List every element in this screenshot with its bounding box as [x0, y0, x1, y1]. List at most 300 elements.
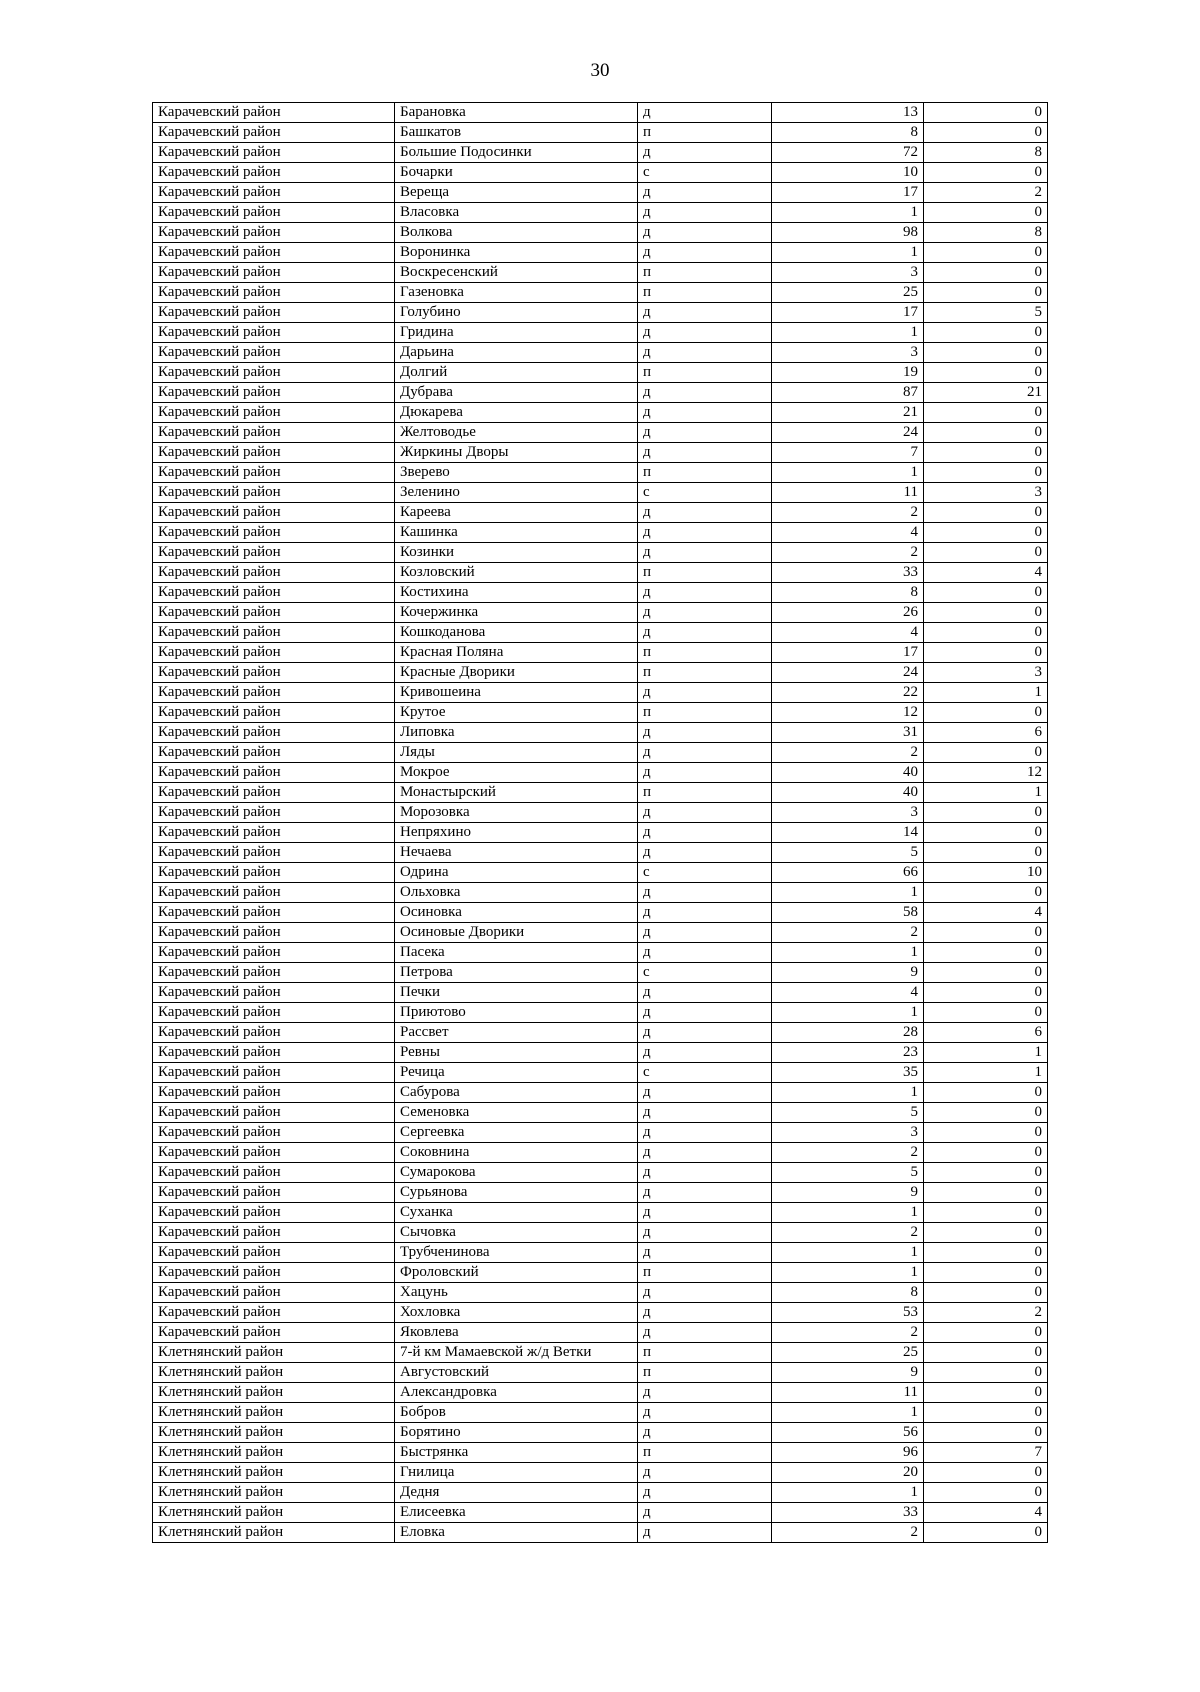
- settlement-cell: Барановка: [395, 103, 638, 123]
- type-cell: д: [638, 1203, 772, 1223]
- type-cell: д: [638, 323, 772, 343]
- extra-count-cell: 0: [924, 843, 1048, 863]
- count-cell: 1: [772, 883, 924, 903]
- type-cell: д: [638, 1463, 772, 1483]
- settlement-cell: Сергеевка: [395, 1123, 638, 1143]
- table-row: [153, 1243, 1048, 1263]
- count-cell: 53: [772, 1303, 924, 1323]
- district-cell: Карачевский район: [153, 443, 395, 463]
- count-cell: 2: [772, 543, 924, 563]
- type-cell: д: [638, 443, 772, 463]
- type-cell: д: [638, 943, 772, 963]
- settlement-cell: Ольховка: [395, 883, 638, 903]
- count-cell: 40: [772, 763, 924, 783]
- district-cell: Карачевский район: [153, 143, 395, 163]
- extra-count-cell: 21: [924, 383, 1048, 403]
- count-cell: 33: [772, 1503, 924, 1523]
- settlement-cell: 7-й км Мамаевской ж/д Ветки: [395, 1343, 638, 1363]
- district-cell: Карачевский район: [153, 1123, 395, 1143]
- district-cell: Клетнянский район: [153, 1503, 395, 1523]
- count-cell: 7: [772, 443, 924, 463]
- count-cell: 33: [772, 563, 924, 583]
- extra-count-cell: 8: [924, 223, 1048, 243]
- count-cell: 72: [772, 143, 924, 163]
- district-cell: Карачевский район: [153, 483, 395, 503]
- extra-count-cell: 0: [924, 923, 1048, 943]
- settlement-cell: Приютово: [395, 1003, 638, 1023]
- extra-count-cell: 0: [924, 163, 1048, 183]
- district-cell: Клетнянский район: [153, 1443, 395, 1463]
- type-cell: п: [638, 1443, 772, 1463]
- type-cell: д: [638, 903, 772, 923]
- settlement-cell: Сычовка: [395, 1223, 638, 1243]
- extra-count-cell: 0: [924, 403, 1048, 423]
- settlement-cell: Александровка: [395, 1383, 638, 1403]
- settlement-cell: Рассвет: [395, 1023, 638, 1043]
- table-row: [153, 923, 1048, 943]
- table-row: [153, 563, 1048, 583]
- district-cell: Карачевский район: [153, 1203, 395, 1223]
- extra-count-cell: 0: [924, 623, 1048, 643]
- count-cell: 1: [772, 1403, 924, 1423]
- settlement-cell: Кашинка: [395, 523, 638, 543]
- table-row: [153, 1383, 1048, 1403]
- district-cell: Клетнянский район: [153, 1383, 395, 1403]
- district-cell: Карачевский район: [153, 803, 395, 823]
- district-cell: Карачевский район: [153, 823, 395, 843]
- settlement-cell: Кошкоданова: [395, 623, 638, 643]
- district-cell: Карачевский район: [153, 1103, 395, 1123]
- settlements-table: [152, 102, 1048, 1543]
- district-cell: Карачевский район: [153, 123, 395, 143]
- count-cell: 98: [772, 223, 924, 243]
- settlement-cell: Хацунь: [395, 1283, 638, 1303]
- extra-count-cell: 0: [924, 363, 1048, 383]
- table-row: [153, 403, 1048, 423]
- table-row: [153, 1343, 1048, 1363]
- count-cell: 1: [772, 243, 924, 263]
- district-cell: Карачевский район: [153, 1143, 395, 1163]
- district-cell: Карачевский район: [153, 1303, 395, 1323]
- district-cell: Карачевский район: [153, 523, 395, 543]
- district-cell: Карачевский район: [153, 943, 395, 963]
- district-cell: Карачевский район: [153, 183, 395, 203]
- settlement-cell: Кареева: [395, 503, 638, 523]
- district-cell: Карачевский район: [153, 1323, 395, 1343]
- settlement-cell: Сабурова: [395, 1083, 638, 1103]
- settlement-cell: Крутое: [395, 703, 638, 723]
- extra-count-cell: 0: [924, 503, 1048, 523]
- count-cell: 17: [772, 303, 924, 323]
- type-cell: д: [638, 923, 772, 943]
- count-cell: 17: [772, 183, 924, 203]
- table-row: [153, 1403, 1048, 1423]
- type-cell: д: [638, 1523, 772, 1543]
- district-cell: Клетнянский район: [153, 1363, 395, 1383]
- extra-count-cell: 0: [924, 943, 1048, 963]
- settlement-cell: Дарьина: [395, 343, 638, 363]
- extra-count-cell: 0: [924, 1523, 1048, 1543]
- table-row: [153, 703, 1048, 723]
- type-cell: д: [638, 803, 772, 823]
- settlement-cell: Яковлева: [395, 1323, 638, 1343]
- type-cell: д: [638, 1483, 772, 1503]
- settlement-cell: Сумарокова: [395, 1163, 638, 1183]
- count-cell: 2: [772, 1323, 924, 1343]
- extra-count-cell: 1: [924, 1063, 1048, 1083]
- count-cell: 9: [772, 1183, 924, 1203]
- count-cell: 2: [772, 503, 924, 523]
- settlement-cell: Воронинка: [395, 243, 638, 263]
- district-cell: Клетнянский район: [153, 1463, 395, 1483]
- count-cell: 1: [772, 1263, 924, 1283]
- count-cell: 19: [772, 363, 924, 383]
- count-cell: 25: [772, 1343, 924, 1363]
- extra-count-cell: 0: [924, 103, 1048, 123]
- settlement-cell: Нечаева: [395, 843, 638, 863]
- extra-count-cell: 6: [924, 723, 1048, 743]
- settlement-cell: Воскресенский: [395, 263, 638, 283]
- table-row: [153, 1203, 1048, 1223]
- extra-count-cell: 5: [924, 303, 1048, 323]
- count-cell: 2: [772, 1143, 924, 1163]
- district-cell: Карачевский район: [153, 763, 395, 783]
- district-cell: Карачевский район: [153, 1063, 395, 1083]
- table-row: [153, 883, 1048, 903]
- count-cell: 8: [772, 1283, 924, 1303]
- count-cell: 21: [772, 403, 924, 423]
- district-cell: Карачевский район: [153, 783, 395, 803]
- settlement-cell: Соковнина: [395, 1143, 638, 1163]
- type-cell: д: [638, 1323, 772, 1343]
- table-row: [153, 963, 1048, 983]
- settlement-cell: Непряхино: [395, 823, 638, 843]
- type-cell: д: [638, 1183, 772, 1203]
- settlement-cell: Дедня: [395, 1483, 638, 1503]
- settlement-cell: Монастырский: [395, 783, 638, 803]
- extra-count-cell: 0: [924, 743, 1048, 763]
- type-cell: п: [638, 703, 772, 723]
- extra-count-cell: 0: [924, 1203, 1048, 1223]
- count-cell: 35: [772, 1063, 924, 1083]
- district-cell: Карачевский район: [153, 303, 395, 323]
- count-cell: 5: [772, 843, 924, 863]
- count-cell: 2: [772, 1523, 924, 1543]
- table-row: [153, 1003, 1048, 1023]
- type-cell: д: [638, 183, 772, 203]
- settlement-cell: Бочарки: [395, 163, 638, 183]
- table-row: [153, 1183, 1048, 1203]
- settlement-cell: Козинки: [395, 543, 638, 563]
- district-cell: Карачевский район: [153, 863, 395, 883]
- table-row: [153, 123, 1048, 143]
- extra-count-cell: 0: [924, 1163, 1048, 1183]
- settlement-cell: Газеновка: [395, 283, 638, 303]
- type-cell: д: [638, 743, 772, 763]
- count-cell: 12: [772, 703, 924, 723]
- settlement-cell: Суханка: [395, 1203, 638, 1223]
- settlement-cell: Ревны: [395, 1043, 638, 1063]
- district-cell: Карачевский район: [153, 703, 395, 723]
- settlement-cell: Кривошеина: [395, 683, 638, 703]
- extra-count-cell: 0: [924, 1343, 1048, 1363]
- type-cell: д: [638, 843, 772, 863]
- extra-count-cell: 3: [924, 483, 1048, 503]
- settlement-cell: Петрова: [395, 963, 638, 983]
- extra-count-cell: 0: [924, 823, 1048, 843]
- count-cell: 14: [772, 823, 924, 843]
- settlement-cell: Елисеевка: [395, 1503, 638, 1523]
- type-cell: д: [638, 1243, 772, 1263]
- extra-count-cell: 1: [924, 683, 1048, 703]
- count-cell: 28: [772, 1023, 924, 1043]
- table-row: [153, 523, 1048, 543]
- count-cell: 1: [772, 943, 924, 963]
- table-row: [153, 1483, 1048, 1503]
- type-cell: д: [638, 1043, 772, 1063]
- table-row: [153, 203, 1048, 223]
- extra-count-cell: 12: [924, 763, 1048, 783]
- extra-count-cell: 0: [924, 583, 1048, 603]
- extra-count-cell: 0: [924, 1323, 1048, 1343]
- settlement-cell: Гридина: [395, 323, 638, 343]
- district-cell: Карачевский район: [153, 1163, 395, 1183]
- district-cell: Карачевский район: [153, 643, 395, 663]
- count-cell: 1: [772, 1203, 924, 1223]
- table-row: [153, 1143, 1048, 1163]
- settlement-cell: Кочержинка: [395, 603, 638, 623]
- extra-count-cell: 8: [924, 143, 1048, 163]
- table-row: [153, 1123, 1048, 1143]
- settlement-cell: Волкова: [395, 223, 638, 243]
- table-row: [153, 1303, 1048, 1323]
- type-cell: д: [638, 1103, 772, 1123]
- table-row: [153, 583, 1048, 603]
- settlement-cell: Желтоводье: [395, 423, 638, 443]
- district-cell: Карачевский район: [153, 203, 395, 223]
- district-cell: Карачевский район: [153, 1283, 395, 1303]
- settlement-cell: Трубченинова: [395, 1243, 638, 1263]
- count-cell: 25: [772, 283, 924, 303]
- type-cell: п: [638, 1343, 772, 1363]
- settlement-cell: Хохловка: [395, 1303, 638, 1323]
- table-row: [153, 683, 1048, 703]
- extra-count-cell: 0: [924, 1123, 1048, 1143]
- extra-count-cell: 3: [924, 663, 1048, 683]
- settlement-cell: Ляды: [395, 743, 638, 763]
- count-cell: 26: [772, 603, 924, 623]
- count-cell: 3: [772, 263, 924, 283]
- extra-count-cell: 4: [924, 563, 1048, 583]
- settlement-cell: Морозовка: [395, 803, 638, 823]
- table-row: [153, 223, 1048, 243]
- extra-count-cell: 0: [924, 323, 1048, 343]
- table-row: [153, 1043, 1048, 1063]
- district-cell: Карачевский район: [153, 1223, 395, 1243]
- extra-count-cell: 0: [924, 1263, 1048, 1283]
- type-cell: п: [638, 1263, 772, 1283]
- count-cell: 96: [772, 1443, 924, 1463]
- extra-count-cell: 0: [924, 1283, 1048, 1303]
- district-cell: Карачевский район: [153, 583, 395, 603]
- count-cell: 1: [772, 323, 924, 343]
- settlement-cell: Власовка: [395, 203, 638, 223]
- table-row: [153, 263, 1048, 283]
- extra-count-cell: 0: [924, 1103, 1048, 1123]
- table-row: [153, 1463, 1048, 1483]
- type-cell: п: [638, 1363, 772, 1383]
- table-row: [153, 1503, 1048, 1523]
- extra-count-cell: 0: [924, 703, 1048, 723]
- district-cell: Карачевский район: [153, 723, 395, 743]
- count-cell: 11: [772, 1383, 924, 1403]
- table-row: [153, 603, 1048, 623]
- type-cell: д: [638, 1303, 772, 1323]
- type-cell: д: [638, 503, 772, 523]
- table-row: [153, 723, 1048, 743]
- count-cell: 56: [772, 1423, 924, 1443]
- table-row: [153, 763, 1048, 783]
- count-cell: 40: [772, 783, 924, 803]
- type-cell: д: [638, 543, 772, 563]
- type-cell: с: [638, 1063, 772, 1083]
- table-row: [153, 903, 1048, 923]
- district-cell: Карачевский район: [153, 983, 395, 1003]
- extra-count-cell: 0: [924, 263, 1048, 283]
- extra-count-cell: 1: [924, 1043, 1048, 1063]
- table-row: [153, 803, 1048, 823]
- extra-count-cell: 0: [924, 1003, 1048, 1023]
- type-cell: д: [638, 423, 772, 443]
- type-cell: д: [638, 1163, 772, 1183]
- district-cell: Карачевский район: [153, 883, 395, 903]
- district-cell: Карачевский район: [153, 383, 395, 403]
- count-cell: 17: [772, 643, 924, 663]
- type-cell: д: [638, 723, 772, 743]
- extra-count-cell: 0: [924, 123, 1048, 143]
- count-cell: 1: [772, 203, 924, 223]
- table-row: [153, 283, 1048, 303]
- count-cell: 3: [772, 343, 924, 363]
- count-cell: 3: [772, 1123, 924, 1143]
- type-cell: с: [638, 483, 772, 503]
- table-row: [153, 103, 1048, 123]
- district-cell: Карачевский район: [153, 343, 395, 363]
- extra-count-cell: 0: [924, 1083, 1048, 1103]
- table-row: [153, 483, 1048, 503]
- settlement-cell: Зверево: [395, 463, 638, 483]
- count-cell: 58: [772, 903, 924, 923]
- table-row: [153, 863, 1048, 883]
- type-cell: д: [638, 143, 772, 163]
- table-row: [153, 1523, 1048, 1543]
- district-cell: Карачевский район: [153, 663, 395, 683]
- count-cell: 1: [772, 1083, 924, 1103]
- district-cell: Карачевский район: [153, 503, 395, 523]
- settlement-cell: Мокрое: [395, 763, 638, 783]
- settlement-cell: Вереща: [395, 183, 638, 203]
- table-row: [153, 823, 1048, 843]
- count-cell: 13: [772, 103, 924, 123]
- count-cell: 1: [772, 463, 924, 483]
- count-cell: 8: [772, 583, 924, 603]
- count-cell: 4: [772, 523, 924, 543]
- count-cell: 1: [772, 1243, 924, 1263]
- table-row: [153, 943, 1048, 963]
- extra-count-cell: 0: [924, 983, 1048, 1003]
- district-cell: Карачевский район: [153, 923, 395, 943]
- type-cell: д: [638, 403, 772, 423]
- type-cell: д: [638, 243, 772, 263]
- table-row: [153, 1223, 1048, 1243]
- table-row: [153, 623, 1048, 643]
- count-cell: 24: [772, 423, 924, 443]
- table-row: [153, 1103, 1048, 1123]
- type-cell: д: [638, 583, 772, 603]
- table-row: [153, 1083, 1048, 1103]
- type-cell: д: [638, 1403, 772, 1423]
- district-cell: Клетнянский район: [153, 1523, 395, 1543]
- type-cell: д: [638, 763, 772, 783]
- settlement-cell: Большие Подосинки: [395, 143, 638, 163]
- type-cell: д: [638, 1023, 772, 1043]
- table-row: [153, 1363, 1048, 1383]
- settlement-cell: Осиновые Дворики: [395, 923, 638, 943]
- settlement-cell: Зеленино: [395, 483, 638, 503]
- type-cell: д: [638, 1083, 772, 1103]
- table-row: [153, 1323, 1048, 1343]
- extra-count-cell: 10: [924, 863, 1048, 883]
- count-cell: 2: [772, 1223, 924, 1243]
- table-row: [153, 363, 1048, 383]
- table-row: [153, 643, 1048, 663]
- extra-count-cell: 0: [924, 1363, 1048, 1383]
- type-cell: д: [638, 603, 772, 623]
- table-row: [153, 183, 1048, 203]
- district-cell: Карачевский район: [153, 1043, 395, 1063]
- district-cell: Карачевский район: [153, 963, 395, 983]
- settlement-cell: Долгий: [395, 363, 638, 383]
- type-cell: д: [638, 1383, 772, 1403]
- table-row: [153, 423, 1048, 443]
- type-cell: д: [638, 203, 772, 223]
- type-cell: п: [638, 263, 772, 283]
- settlement-cell: Сурьянова: [395, 1183, 638, 1203]
- district-cell: Карачевский район: [153, 323, 395, 343]
- district-cell: Карачевский район: [153, 1083, 395, 1103]
- count-cell: 20: [772, 1463, 924, 1483]
- table-row: [153, 783, 1048, 803]
- table-row: [153, 1023, 1048, 1043]
- type-cell: с: [638, 963, 772, 983]
- settlement-cell: Дюкарева: [395, 403, 638, 423]
- settlement-cell: Борятино: [395, 1423, 638, 1443]
- table-row: [153, 323, 1048, 343]
- district-cell: Карачевский район: [153, 283, 395, 303]
- district-cell: Карачевский район: [153, 843, 395, 863]
- district-cell: Карачевский район: [153, 543, 395, 563]
- extra-count-cell: 0: [924, 1243, 1048, 1263]
- count-cell: 31: [772, 723, 924, 743]
- district-cell: Карачевский район: [153, 403, 395, 423]
- extra-count-cell: 0: [924, 963, 1048, 983]
- settlement-cell: Дубрава: [395, 383, 638, 403]
- district-cell: Клетнянский район: [153, 1403, 395, 1423]
- type-cell: п: [638, 283, 772, 303]
- count-cell: 5: [772, 1163, 924, 1183]
- count-cell: 22: [772, 683, 924, 703]
- extra-count-cell: 2: [924, 1303, 1048, 1323]
